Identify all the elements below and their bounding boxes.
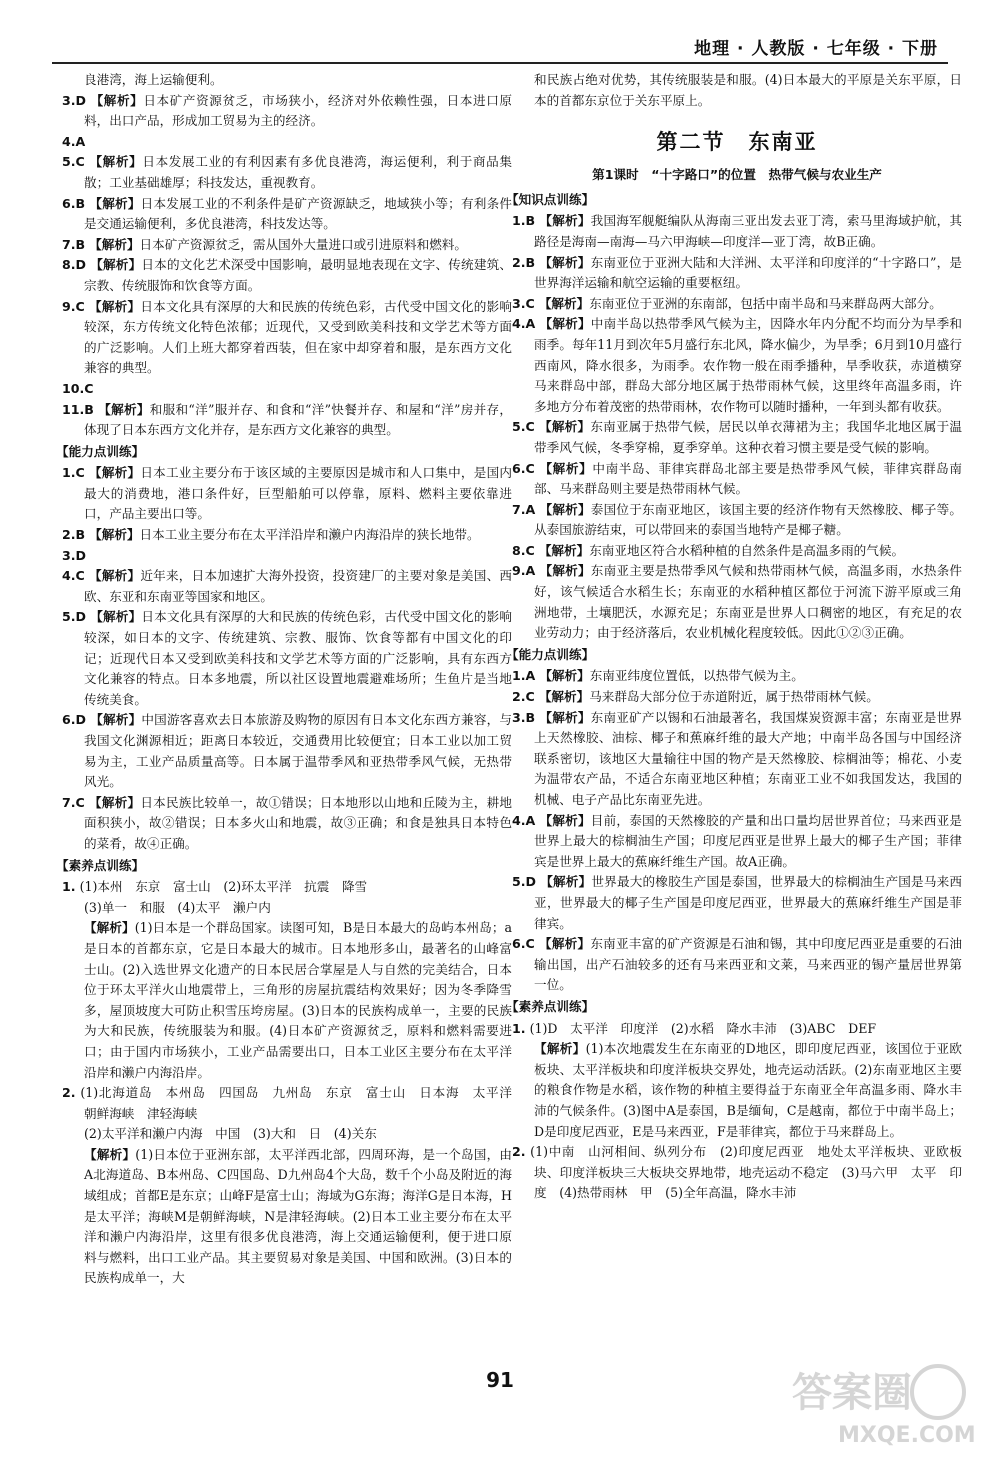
answer-number: 6.B	[62, 195, 86, 211]
answer-number: 4.C	[62, 568, 85, 584]
answer-text: 日本发展工业的有利因素有多优良港湾，海运便利，利于商品集散；工业基础雄厚；科技发达，重视教育。	[84, 154, 513, 190]
answer-item	[62, 235, 512, 256]
explanation-label: 【解析】	[89, 465, 141, 481]
answer-number: 2.C	[512, 689, 535, 705]
answer-text: 世界最大的橡胶生产国是泰国，世界最大的棕榈油生产国是马来西亚，世界最大的椰子生产国是印度尼西亚，世界最大的蕉麻纤维生产国是菲律宾。	[534, 874, 963, 931]
answer-number: 1.C	[62, 465, 85, 481]
answer-number: 4.A	[512, 812, 536, 828]
answer-number: 7.A	[512, 501, 536, 517]
answer-item	[62, 132, 512, 153]
answer-number: 6.D	[62, 712, 87, 728]
answer-text: 日本的文化艺术深受中国影响，最明显地表现在文字、传统建筑、宗教、传统服饰和饮食等方面。	[84, 257, 513, 293]
answer-item	[512, 708, 962, 811]
answer-continuation: 良港湾，海上运输便利。	[84, 72, 223, 87]
answer-item	[62, 297, 512, 379]
answer-text: (1)北海道岛 本州岛 四国岛 九州岛 东京 富士山 日本海 太平洋 朝鲜海峡 津轻海峡	[80, 1085, 525, 1121]
answer-text: 中南半岛、菲律宾群岛北部主要是热带季风气候，菲律宾群岛南部、马来群岛则主要是热带雨林气候。	[534, 460, 963, 497]
answer-item	[512, 666, 962, 687]
answer-text: 日本工业主要分布于该区域的主要原因是城市和人口集中，是国内最大的消费地，港口条件好，巨型船舶可以停靠，原料、燃料主要依靠进口，产品主要出口等。	[84, 465, 512, 522]
answer-number: 2.B	[62, 527, 86, 543]
explanation-label: 【解析】	[89, 568, 141, 584]
answer-item	[512, 314, 962, 417]
explanation-text: (1)日本位于亚洲东部，太平洋西北部，四周环海，是一个岛国，由A北海道岛、B本州岛、C四国岛、D九州岛4个大岛，数千个小岛及附近的海域组成；首都E是东京；山峰F是富士山；海域为G东海；海洋G是日本海，H是太平洋；海峡M是朝鲜海峡，N是津轻海峡。(2)日本工业主要分布在太平洋和濑户内海沿岸，这里有很多优良港湾，海上交通运输便利，便于进口原料与燃料，出口工业产品。其主要贸易对象是美国、中国和欧洲。(3)日本的民族构成单一，大	[84, 1146, 513, 1286]
answer-item	[62, 1083, 525, 1124]
answer-text: 中南半岛以热带季风气候为主，因降水年内分配不均而分为旱季和雨季。每年11月到次年5月盛行东北风，降水偏少，为旱季；6月到10月盛行西南风，降水很多，为雨季。农作物一般在雨季播种，旱季收获，赤道横穿马来群岛中部，群岛大部分地区属于热带雨林气候，这里终年高温多雨，许多地方分布着茂密的热带雨林，农作物可以随时播种，一年到头都有收获。	[534, 316, 963, 414]
answer-item	[512, 934, 962, 996]
explanation-label: 【解析】	[89, 527, 140, 543]
explanation-label: 【解析】	[89, 794, 141, 810]
right-top-continuation	[512, 70, 962, 111]
answer-item	[512, 211, 962, 252]
answer-number: 1.	[62, 879, 76, 895]
answer-text: 日本工业主要分布在太平洋沿岸和濑户内海沿岸的狭长地带。	[139, 527, 480, 543]
explanation-label: 【解析】	[89, 154, 143, 170]
answer-item	[62, 463, 512, 525]
explanation-label: 【解析】	[540, 874, 592, 890]
answer-number: 5.C	[512, 419, 535, 435]
answer-text: 东南亚主要是热带季风气候和热带雨林气候，高温多雨，水热条件好，该气候适合水稻生长；东南亚的水稻种植区都位于河流下游平原或三角洲地带，土壤肥沃，水源充足；东南亚是世界人口稠密的地区，有充足的农业劳动力；由于经济落后，农业机械化程度较低。因此①②③正确。	[534, 563, 963, 641]
explanation-block	[512, 1039, 962, 1142]
answer-text: 日本民族比较单一，故①错误；日本地形以山地和丘陵为主，耕地面积狭小，故②错误；日本多火山和地震，故③正确；和食是独具日本特色的菜肴，故④正确。	[84, 794, 512, 851]
explanation-text: (1)本次地震发生在东南亚的D地区，即印度尼西亚，该国位于亚欧板块、太平洋板块和印度洋板块交界处，地壳运动活跃。(2)东南亚地区主要的粮食作物是水稻，该作物的种植主要得益于东南亚全年高温多雨、降水丰沛的气候条件。(3)图中A是泰国，B是缅甸，C是越南，都位于中南半岛上；D是印度尼西亚，E是马来西亚，F是菲律宾，都位于马来群岛上。	[534, 1041, 963, 1139]
explanation-label: 【解析】	[539, 936, 591, 952]
watermark-circle	[912, 1366, 964, 1418]
watermark-logo	[788, 1358, 978, 1448]
explanation-label: 【解析】	[539, 668, 590, 684]
answer-number: 8.C	[512, 542, 535, 558]
explanation-block	[62, 918, 512, 1083]
explanation-label: 【解析】	[539, 563, 591, 579]
answer-number: 7.B	[62, 236, 86, 252]
explanation-label: 【解析】	[84, 1146, 136, 1162]
explanation-label: 【解析】	[538, 295, 590, 311]
answer-number: 2.	[512, 1144, 526, 1160]
answer-number: 3.D	[62, 92, 87, 108]
explanation-label: 【解析】	[89, 195, 141, 211]
answer-item	[62, 566, 512, 607]
explanation-label: 【解析】	[539, 254, 591, 270]
lesson-title: 第1课时 “十字路口”的位置 热带气候与农业生产	[592, 167, 882, 183]
answer-item	[62, 91, 512, 132]
answer-text: (1)D 太平洋 印度洋 (2)水稻 降水丰沛 (3)ABC DEF	[529, 1020, 877, 1036]
answer-number: 8.D	[62, 257, 87, 273]
section-title: 第二节 东南亚	[656, 130, 818, 155]
answer-text: 东南亚丰富的矿产资源是石油和锡，其中印度尼西亚是重要的石油输出国，出产石油较多的还有马来西亚和文莱，马来西亚的锡产量居世界第一位。	[534, 936, 962, 993]
answer-text: 日本文化具有深厚的大和民族的传统色彩，古代受中国文化的影响较深，如日本的文字、传统建筑、宗教、服饰、饮食等都有中国文化的印记；近现代日本又受到欧美科技和文学艺术等方面的广泛影响，具有东西方文化兼容的特点。日本多地震，所以社区设置地震避难场所；生鱼片是当地传统美食。	[84, 609, 513, 707]
answer-continuation: (2)太平洋和濑户内海 中国 (3)大和 日 (4)关东	[84, 1126, 377, 1142]
answer-text: 目前，泰国的天然橡胶的产量和出口量均居世界首位；马来西亚是世界上最大的棕榈油生产国；印度尼西亚是世界上最大的椰子生产国；菲律宾是世界上最大的蕉麻纤维生产国。故A正确。	[534, 812, 963, 869]
explanation-text: (1)日本是一个群岛国家。读图可知，B是日本最大的岛屿本州岛；a是日本的首都东京，它是日本最大的城市。日本地形多山，最著名的山峰富士山。(2)入选世界文化遗产的日本民居合掌屋是人与自然的完美结合，日本位于环太平洋火山地震带上，三角形的房屋抗震结构效果好；因为冬季降雪多，屋顶坡度大可防止积雪压垮房屋。(3)日本的民族构成单一，主要的民族为大和民族，传统服装为和服。(4)日本矿产资源贫乏，原料和燃料需要进口；由于国内市场狭小，工业产品需要出口，日本工业区主要分布在太平洋沿岸和濑户内海沿岸。	[84, 920, 512, 1080]
answer-number: 7.C	[62, 794, 85, 810]
explanation-label: 【解析】	[534, 1041, 586, 1057]
answer-number: 5.D	[62, 609, 87, 625]
answer-item	[62, 710, 512, 792]
answer-item	[62, 546, 512, 567]
explanation-label: 【解析】	[90, 257, 142, 273]
answer-text: 日本发展工业的不利条件是矿产资源缺乏，地域狭小等；有利条件是交通运输便利，多优良港湾，科技发达等。	[84, 195, 513, 232]
answer-text: 日本矿产资源贫乏，市场狭小，经济对外依赖性强，日本进口原料，出口产品，形成加工贸易为主的经济。	[84, 92, 513, 129]
explanation-label: 【解析】	[539, 812, 591, 828]
answer-number: 3.C	[512, 295, 535, 311]
answer-number: 6.C	[512, 460, 535, 476]
answer-text: 中国游客喜欢去日本旅游及购物的原因有日本文化东西方兼容，与我国文化渊源相近；距离日本较近，交通费用比较便宜；日本工业以加工贸易为主，工业产品质量高等。日本属于温带季风和亚热带季风气候，无热带风光。	[84, 712, 513, 790]
answer-item	[62, 194, 512, 235]
answer-text: 马来群岛大部分位于赤道附近，属于热带雨林气候。	[589, 689, 879, 705]
explanation-label: 【解析】	[538, 689, 590, 705]
page-number: 91	[486, 1368, 514, 1392]
answer-number: 10.C	[62, 380, 94, 396]
answer-text: 东南亚位于亚洲大陆和大洋洲、太平洋和印度洋的“十字路口”，是世界海洋运输和航空运输的重要枢纽。	[534, 254, 962, 291]
answer-number: 6.C	[512, 936, 535, 952]
watermark-url: MXQE.COM	[838, 1423, 976, 1448]
answer-continuation: 和民族占绝对优势，其传统服装是和服。(4)日本最大的平原是关东平原，日本的首都东京位于关东平原上。	[534, 72, 962, 108]
section-heading: 【知识点训练】	[506, 191, 595, 207]
answer-item	[512, 561, 962, 643]
answer-text: 日本文化具有深厚的大和民族的传统色彩，古代受中国文化的影响较深，东方传统文化特色浓郁；近现代，又受到欧美科技和文学艺术等方面的广泛影响。人们上班大都穿着西装，但在家中却穿着和服，是东西方文化兼容的典型。	[84, 298, 512, 376]
answer-text: 日本矿产资源贫乏，需从国外大量进口或引进原料和燃料。	[139, 236, 467, 252]
explanation-label: 【解析】	[539, 709, 591, 725]
answer-number: 4.A	[62, 133, 86, 149]
right-column	[506, 70, 963, 1204]
explanation-label: 【解析】	[89, 298, 141, 314]
answer-number: 11.B	[62, 401, 94, 417]
explanation-label: 【解析】	[90, 92, 144, 108]
answer-item	[62, 379, 512, 400]
answer-item	[512, 541, 962, 562]
answer-text: 东南亚纬度位置低，以热带气候为主。	[589, 668, 804, 684]
section-heading: 【素养点训练】	[506, 998, 595, 1014]
answer-number: 4.A	[512, 316, 536, 332]
explanation-label: 【解析】	[539, 213, 591, 229]
answer-number: 1.B	[512, 213, 536, 229]
explanation-label: 【解析】	[90, 609, 142, 625]
answer-number: 9.A	[512, 563, 536, 579]
section-heading: 【能力点训练】	[506, 646, 595, 662]
answer-text: (1)本州 东京 富士山 (2)环太平洋 抗震 降雪	[79, 879, 368, 895]
answer-number: 2.B	[512, 254, 536, 270]
answer-item	[512, 872, 962, 934]
explanation-label: 【解析】	[538, 542, 590, 558]
explanation-label: 【解析】	[89, 236, 140, 252]
answer-number: 1.	[512, 1020, 526, 1036]
answer-item	[62, 607, 512, 710]
answer-text: 我国海军舰艇编队从海南三亚出发去亚丁湾，索马里海域护航，其路径是海南—南海—马六甲海峡—印度洋—亚丁湾，故B正确。	[534, 213, 963, 249]
answer-item	[512, 1142, 962, 1204]
answer-number: 1.A	[512, 668, 536, 684]
header-title: 地理 · 人教版 · 七年级 · 下册	[694, 39, 938, 59]
answer-number: 5.D	[512, 874, 537, 890]
explanation-label: 【解析】	[539, 460, 593, 476]
section-heading: 【能力点训练】	[56, 443, 145, 459]
answer-item	[512, 294, 962, 315]
answer-number: 5.C	[62, 154, 85, 170]
explanation-label: 【解析】	[539, 419, 591, 435]
answer-item	[512, 687, 962, 708]
explanation-label: 【解析】	[90, 712, 142, 728]
answer-item	[62, 152, 512, 193]
answer-number: 3.D	[62, 547, 87, 563]
answer-text: 东南亚属于热带气候，居民以单衣薄裙为主；我国华北地区属于温带季风气候，冬季穿棉，夏季穿单。这种衣着习惯主要是受气候的影响。	[534, 419, 962, 455]
answer-item	[62, 793, 512, 855]
right-answers	[506, 190, 963, 1204]
answer-continuation: (3)单一 和服 (4)太平 濑户内	[84, 899, 271, 915]
section-heading: 【素养点训练】	[56, 857, 145, 873]
answer-text: 东南亚矿产以锡和石油最著名，我国煤炭资源丰富；东南亚是世界上天然橡胶、油棕、椰子和蕉麻纤维的最大产地；中南半岛各国与中国经济联系密切，该地区大量输往中国的物产是天然橡胶、棕榈油等；棉花、小麦为温带农产品，不适合东南亚地区种植；东南亚工业不如我国发达，我国的机械、电子产品比东南亚先进。	[534, 709, 963, 807]
explanation-label: 【解析】	[98, 401, 150, 417]
answer-text: 和服和“洋”服并存、和食和“洋”快餐并存、和屋和“洋”房并存，体现了日本东西方文化并存，是东西方文化兼容的典型。	[84, 401, 512, 438]
explanation-label: 【解析】	[539, 316, 591, 332]
header-rule	[52, 62, 948, 64]
answer-text: (1)中南 山河相间、纵列分布 (2)印度尼西亚 地处太平洋板块、亚欧板块、印度洋板块三大板块交界地带，地壳运动不稳定 (3)马六甲 太平 印度 (4)热带雨林 甲 (5)全年高温，降水丰沛	[530, 1144, 962, 1201]
answer-item	[512, 459, 962, 500]
explanation-block	[62, 1145, 512, 1289]
answer-number: 2.	[62, 1085, 76, 1101]
answer-item	[62, 525, 512, 546]
answer-number: 9.C	[62, 298, 85, 314]
answer-text: 东南亚位于亚洲的东南部，包括中南半岛和马来群岛两大部分。	[589, 295, 942, 311]
watermark-text: 答案圈	[792, 1370, 912, 1416]
answer-item	[512, 1019, 962, 1040]
answer-text: 近年来，日本加速扩大海外投资，投资建厂的主要对象是美国、西欧、东亚和东南亚等国家和地区。	[84, 568, 512, 604]
answer-item	[512, 500, 962, 541]
answer-text: 东南亚地区符合水稻种植的自然条件是高温多雨的气候。	[589, 542, 905, 558]
answer-number: 3.B	[512, 709, 536, 725]
answer-item	[62, 255, 512, 296]
answer-item	[512, 253, 962, 294]
answer-text: 泰国位于东南亚地区，该国主要的经济作物有天然橡胶、椰子等。从泰国旅游结束，可以带回来的泰国当地特产是椰子糖。	[534, 501, 963, 538]
explanation-label: 【解析】	[84, 920, 135, 936]
page-header	[0, 0, 1000, 62]
answer-item	[62, 400, 512, 441]
answer-item	[62, 877, 512, 898]
answer-item	[512, 417, 962, 458]
answer-item	[512, 811, 962, 873]
explanation-label: 【解析】	[539, 501, 591, 517]
